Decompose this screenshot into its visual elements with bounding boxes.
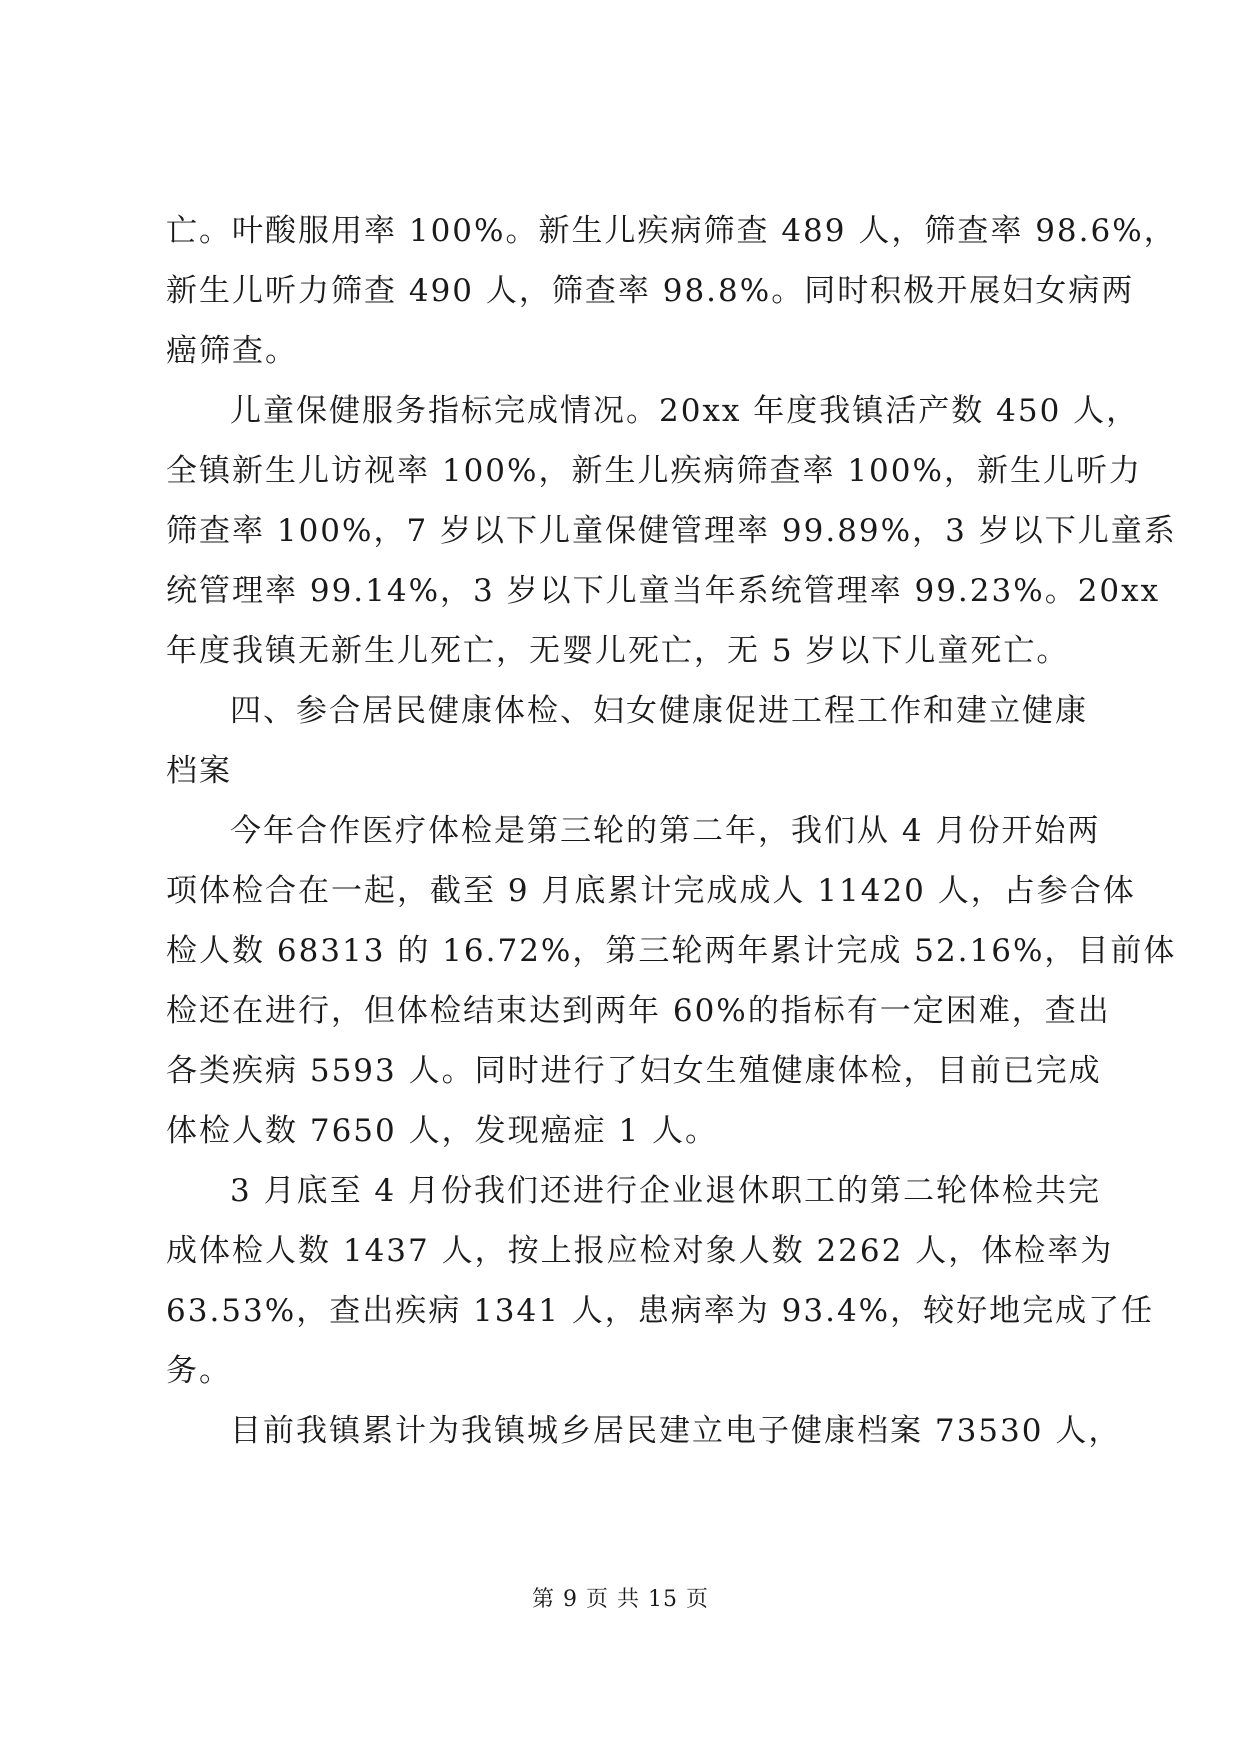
body-text-line: 成体检人数 1437 人，按上报应检对象人数 2262 人，体检率为: [166, 1233, 1114, 1269]
body-text-line: 各类疾病 5593 人。同时进行了妇女生殖健康体检，目前已完成: [166, 1053, 1102, 1089]
body-text-line: 体检人数 7650 人，发现癌症 1 人。: [166, 1113, 719, 1149]
body-text-line: 今年合作医疗体检是第三轮的第二年，我们从 4 月份开始两: [230, 813, 1101, 849]
body-text-line: 筛查率 100%，7 岁以下儿童保健管理率 99.89%，3 岁以下儿童系: [166, 513, 1177, 549]
body-text-line: 儿童保健服务指标完成情况。20xx 年度我镇活产数 450 人，: [230, 393, 1140, 429]
body-text-line: 新生儿听力筛查 490 人，筛查率 98.8%。同时积极开展妇女病两: [166, 273, 1135, 309]
body-text-line: 项体检合在一起，截至 9 月底累计完成成人 11420 人，占参合体: [166, 873, 1136, 909]
body-text-line: 务。: [166, 1353, 232, 1389]
body-text-line: 63.53%，查出疾病 1341 人，患病率为 93.4%，较好地完成了任: [166, 1293, 1155, 1329]
section-heading-line: 四、参合居民健康体检、妇女健康促进工程工作和建立健康: [230, 693, 1088, 729]
section-heading-line: 档案: [166, 753, 232, 789]
page-number-footer: 第 9 页 共 15 页: [532, 1587, 709, 1612]
body-text-line: 检还在进行，但体检结束达到两年 60%的指标有一定困难，查出: [166, 993, 1111, 1029]
body-text-line: 全镇新生儿访视率 100%，新生儿疾病筛查率 100%，新生儿听力: [166, 453, 1142, 489]
body-text-line: 目前我镇累计为我镇城乡居民建立电子健康档案 73530 人，: [230, 1413, 1122, 1449]
body-text-line: 癌筛查。: [166, 333, 298, 369]
body-text-line: 3 月底至 4 月份我们还进行企业退休职工的第二轮体检共完: [230, 1173, 1102, 1209]
body-text-line: 亡。叶酸服用率 100%。新生儿疾病筛查 489 人，筛查率 98.6%，: [166, 213, 1177, 249]
body-text-line: 年度我镇无新生儿死亡，无婴儿死亡，无 5 岁以下儿童死亡。: [166, 633, 1070, 669]
body-text-line: 检人数 68313 的 16.72%，第三轮两年累计完成 52.16%，目前体: [166, 933, 1177, 969]
body-text-line: 统管理率 99.14%，3 岁以下儿童当年系统管理率 99.23%。20xx: [166, 573, 1161, 609]
